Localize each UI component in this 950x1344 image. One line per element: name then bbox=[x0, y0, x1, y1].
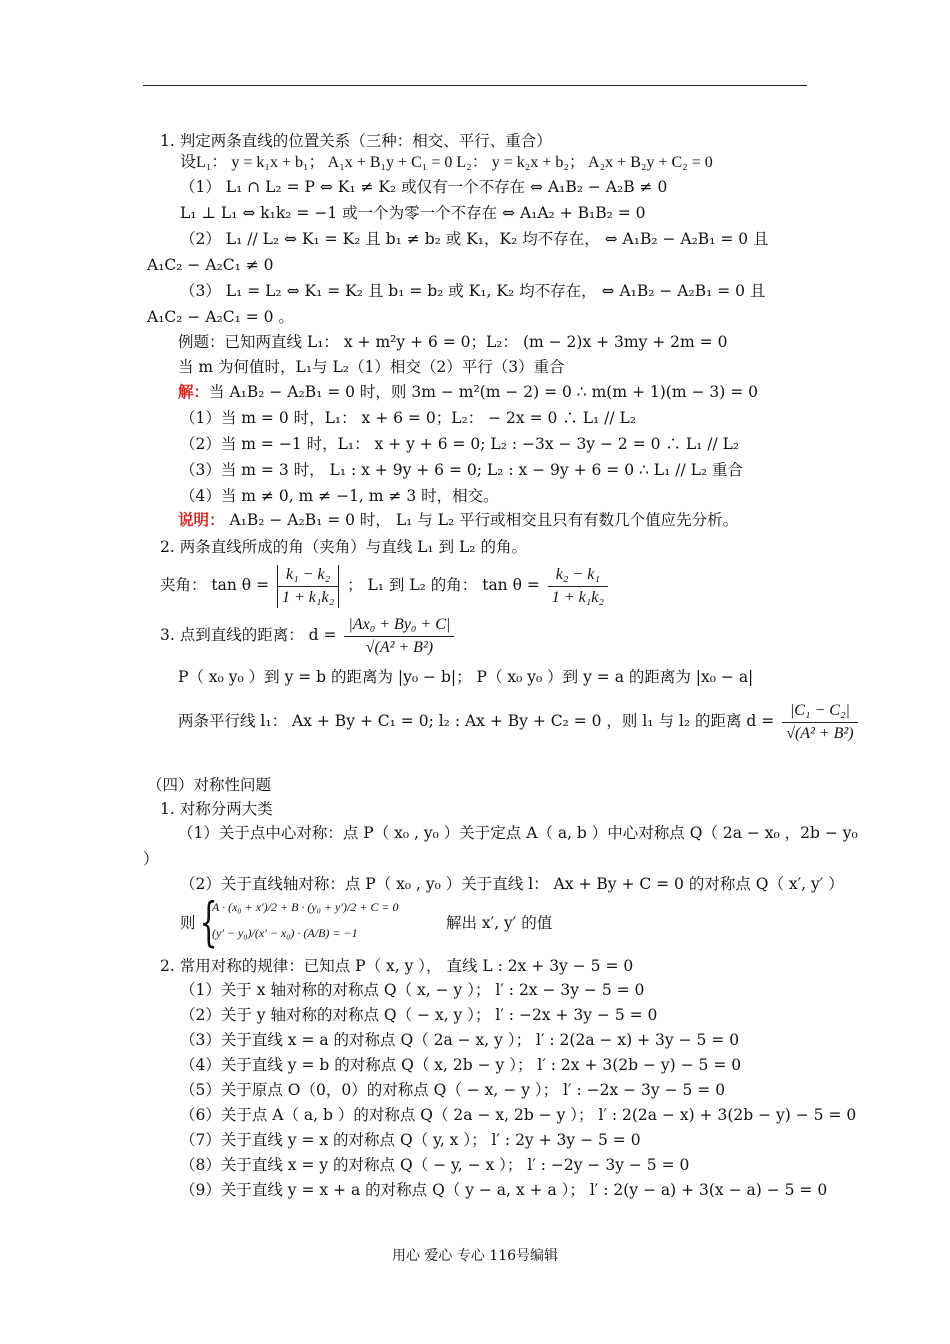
section-heading: 1. 判定两条直线的位置关系（三种：相交、平行、重合） bbox=[160, 132, 552, 150]
system-eq-1: A · (x₀ + x′)/2 + B · (y₀ + y′)/2 + C = 0 bbox=[212, 900, 399, 914]
example-question: 当 m 为何值时，L₁与 L₂（1）相交（2）平行（3）重合 bbox=[178, 358, 565, 376]
parallel-distance-label: 两条平行线 l₁： Ax + By + C₁ = 0; l₂ : Ax + By + C₂ = 0 ，则 l₁ 与 l₂ 的距离 d = bbox=[178, 712, 775, 730]
line-definition: 设L₁： y = k₁x + b₁； A₁x + B₁y + C₁ = 0 L₂： y = k₂x + b₂； A₂x + B₂y + C₂ = 0 bbox=[180, 154, 713, 171]
system-prefix: 则 bbox=[180, 914, 196, 932]
rule-3: （3）关于直线 x = a 的对称点 Q（ 2a − x, y ）； l′ : 2(2a − x) + 3y − 5 = 0 bbox=[180, 1031, 740, 1049]
solution-text: 当 A₁B₂ − A₂B₁ = 0 时，则 3m − m²(m − 2) = 0 ∴ m(m + 1)(m − 3) = 0 bbox=[209, 383, 758, 401]
note-label: 说明： bbox=[178, 510, 225, 529]
angle-num-1: k₁ − k₂ bbox=[278, 565, 338, 587]
axial-symmetry: （2）关于直线轴对称：点 P（ x₀ , y₀ ）关于直线 l： Ax + By + C = 0 的对称点 Q（ x′, y′ ） bbox=[180, 875, 844, 893]
distance-fraction bbox=[344, 615, 454, 658]
line-coincide: （3） L₁ = L₂ ⇔ K₁ = K₂ 且 b₁ = b₂ 或 K₁, K₂ 均不存在， ⇔ A₁B₂ − A₂B₁ = 0 且 bbox=[180, 282, 766, 300]
case-3: （3）当 m = 3 时， L₁ : x + 9y + 6 = 0; L₂ : x − 9y + 6 = 0 ∴ L₁ // L₂ 重合 bbox=[180, 461, 744, 479]
rules-heading: 2. 常用对称的规律：已知点 P（ x, y ）， 直线 L : 2x + 3y − 5 = 0 bbox=[160, 957, 634, 975]
system-brace: { bbox=[199, 893, 218, 953]
case-4: （4）当 m ≠ 0, m ≠ −1, m ≠ 3 时，相交。 bbox=[180, 487, 499, 505]
solution-line bbox=[178, 382, 758, 402]
rule-8: （8）关于直线 x = y 的对称点 Q（ − y, − x ）； l′ : −2y − 3y − 5 = 0 bbox=[180, 1156, 690, 1174]
rule-1: （1）关于 x 轴对称的对称点 Q（ x, − y ）； l′ : 2x − 3y − 5 = 0 bbox=[180, 981, 645, 999]
directed-angle-label: ； L₁ 到 L₂ 的角： tan θ = bbox=[347, 576, 540, 594]
angle-heading: 2. 两条直线所成的角（夹角）与直线 L₁ 到 L₂ 的角。 bbox=[160, 538, 527, 556]
note-line bbox=[178, 510, 738, 530]
distance-label: 3. 点到直线的距离： d = bbox=[160, 626, 337, 644]
parallel-distance-num: |C₁ − C₂| bbox=[782, 701, 857, 723]
line-parallel-cont: A₁C₂ − A₂C₁ ≠ 0 bbox=[147, 256, 274, 274]
distance-num: |Ax₀ + By₀ + C| bbox=[344, 615, 454, 637]
distance-formula bbox=[160, 612, 457, 658]
symmetry-heading: （四）对称性问题 bbox=[147, 776, 272, 794]
system-solve: 解出 x′, y′ 的值 bbox=[446, 914, 553, 932]
parallel-distance bbox=[178, 698, 861, 744]
line-coincide-cont: A₁C₂ − A₂C₁ = 0 。 bbox=[147, 308, 294, 326]
system-eq-2: (y′ − y₀)/(x′ − x₀) · (A/B) = −1 bbox=[212, 926, 358, 940]
line-intersect: （1） L₁ ∩ L₂ = P ⇔ K₁ ≠ K₂ 或仅有一个不存在 ⇔ A₁B₂ − A₂B ≠ 0 bbox=[180, 178, 668, 196]
central-symmetry: （1）关于点中心对称：点 P（ x₀ , y₀ ）关于定点 A（ a, b ）中心对称点 Q（ 2a − x₀ ，2b − y₀ bbox=[178, 824, 858, 842]
angle-fraction-directed bbox=[548, 565, 608, 608]
angle-fraction-abs bbox=[277, 565, 339, 608]
central-symmetry-cont: ） bbox=[143, 850, 159, 868]
rule-4: （4）关于直线 y = b 的对称点 Q（ x, 2b − y ）； l′ : 2x + 3(2b − y) − 5 = 0 bbox=[180, 1056, 742, 1074]
rule-5: （5）关于原点 O（0，0）的对称点 Q（ − x, − y ）； l′ : −2x − 3y − 5 = 0 bbox=[180, 1081, 726, 1099]
note-text: A₁B₂ − A₂B₁ = 0 时， L₁ 与 L₂ 平行或相交且只有有数几个值应先分析。 bbox=[224, 511, 739, 529]
distance-den: √(A² + B²) bbox=[365, 638, 434, 656]
line-parallel: （2） L₁ // L₂ ⇔ K₁ = K₂ 且 b₁ ≠ b₂ 或 K₁，K₂ 均不存在， ⇔ A₁B₂ − A₂B₁ = 0 且 bbox=[180, 230, 769, 248]
distance-horizontal-vertical: P（ x₀ y₀ ）到 y = b 的距离为 |y₀ − b|； P（ x₀ y₀ ）到 y = a 的距离为 |x₀ − a| bbox=[178, 668, 754, 686]
rule-2: （2）关于 y 轴对称的对称点 Q（ − x, y ）； l′ : −2x + 3y − 5 = 0 bbox=[180, 1006, 658, 1024]
rule-6: （6）关于点 A（ a, b ）的对称点 Q（ 2a − x, 2b − y ）； l′ : 2(2a − x) + 3(2b − y) − 5 = 0 bbox=[180, 1106, 857, 1124]
example-statement: 例题：已知两直线 L₁： x + m²y + 6 = 0；L₂： (m − 2)x + 3my + 2m = 0 bbox=[178, 333, 728, 351]
angle-num-2: k₂ − k₁ bbox=[548, 565, 608, 587]
rule-7: （7）关于直线 y = x 的对称点 Q（ y, x ）； l′ : 2y + 3y − 5 = 0 bbox=[180, 1131, 641, 1149]
angle-label: 夹角： tan θ = bbox=[160, 576, 270, 594]
parallel-distance-den: √(A² + B²) bbox=[786, 724, 854, 742]
angle-den-2: 1 + k₁k₂ bbox=[551, 588, 604, 606]
case-2: （2）当 m = −1 时，L₁： x + y + 6 = 0; L₂ : −3x − 3y − 2 = 0 ∴ L₁ // L₂ bbox=[180, 435, 740, 453]
solution-label: 解： bbox=[178, 382, 210, 401]
case-1: （1）当 m = 0 时，L₁： x + 6 = 0；L₂： − 2x = 0 ∴ L₁ // L₂ bbox=[180, 409, 637, 427]
parallel-distance-fraction bbox=[782, 701, 857, 744]
header-rule bbox=[143, 85, 807, 86]
symmetry-categories: 1. 对称分两大类 bbox=[160, 800, 273, 818]
angle-formulas bbox=[160, 562, 611, 608]
rule-9: （9）关于直线 y = x + a 的对称点 Q（ y − a, x + a ）； l′ : 2(y − a) + 3(x − a) − 5 = 0 bbox=[180, 1181, 828, 1199]
page-footer: 用心 爱心 专心 116号编辑 bbox=[391, 1248, 559, 1264]
line-perpendicular: L₁ ⊥ L₁ ⇔ k₁k₂ = −1 或一个为零一个不存在 ⇔ A₁A₂ + B₁B₂ = 0 bbox=[180, 204, 646, 222]
angle-den-1: 1 + k₁k₂ bbox=[282, 588, 335, 606]
